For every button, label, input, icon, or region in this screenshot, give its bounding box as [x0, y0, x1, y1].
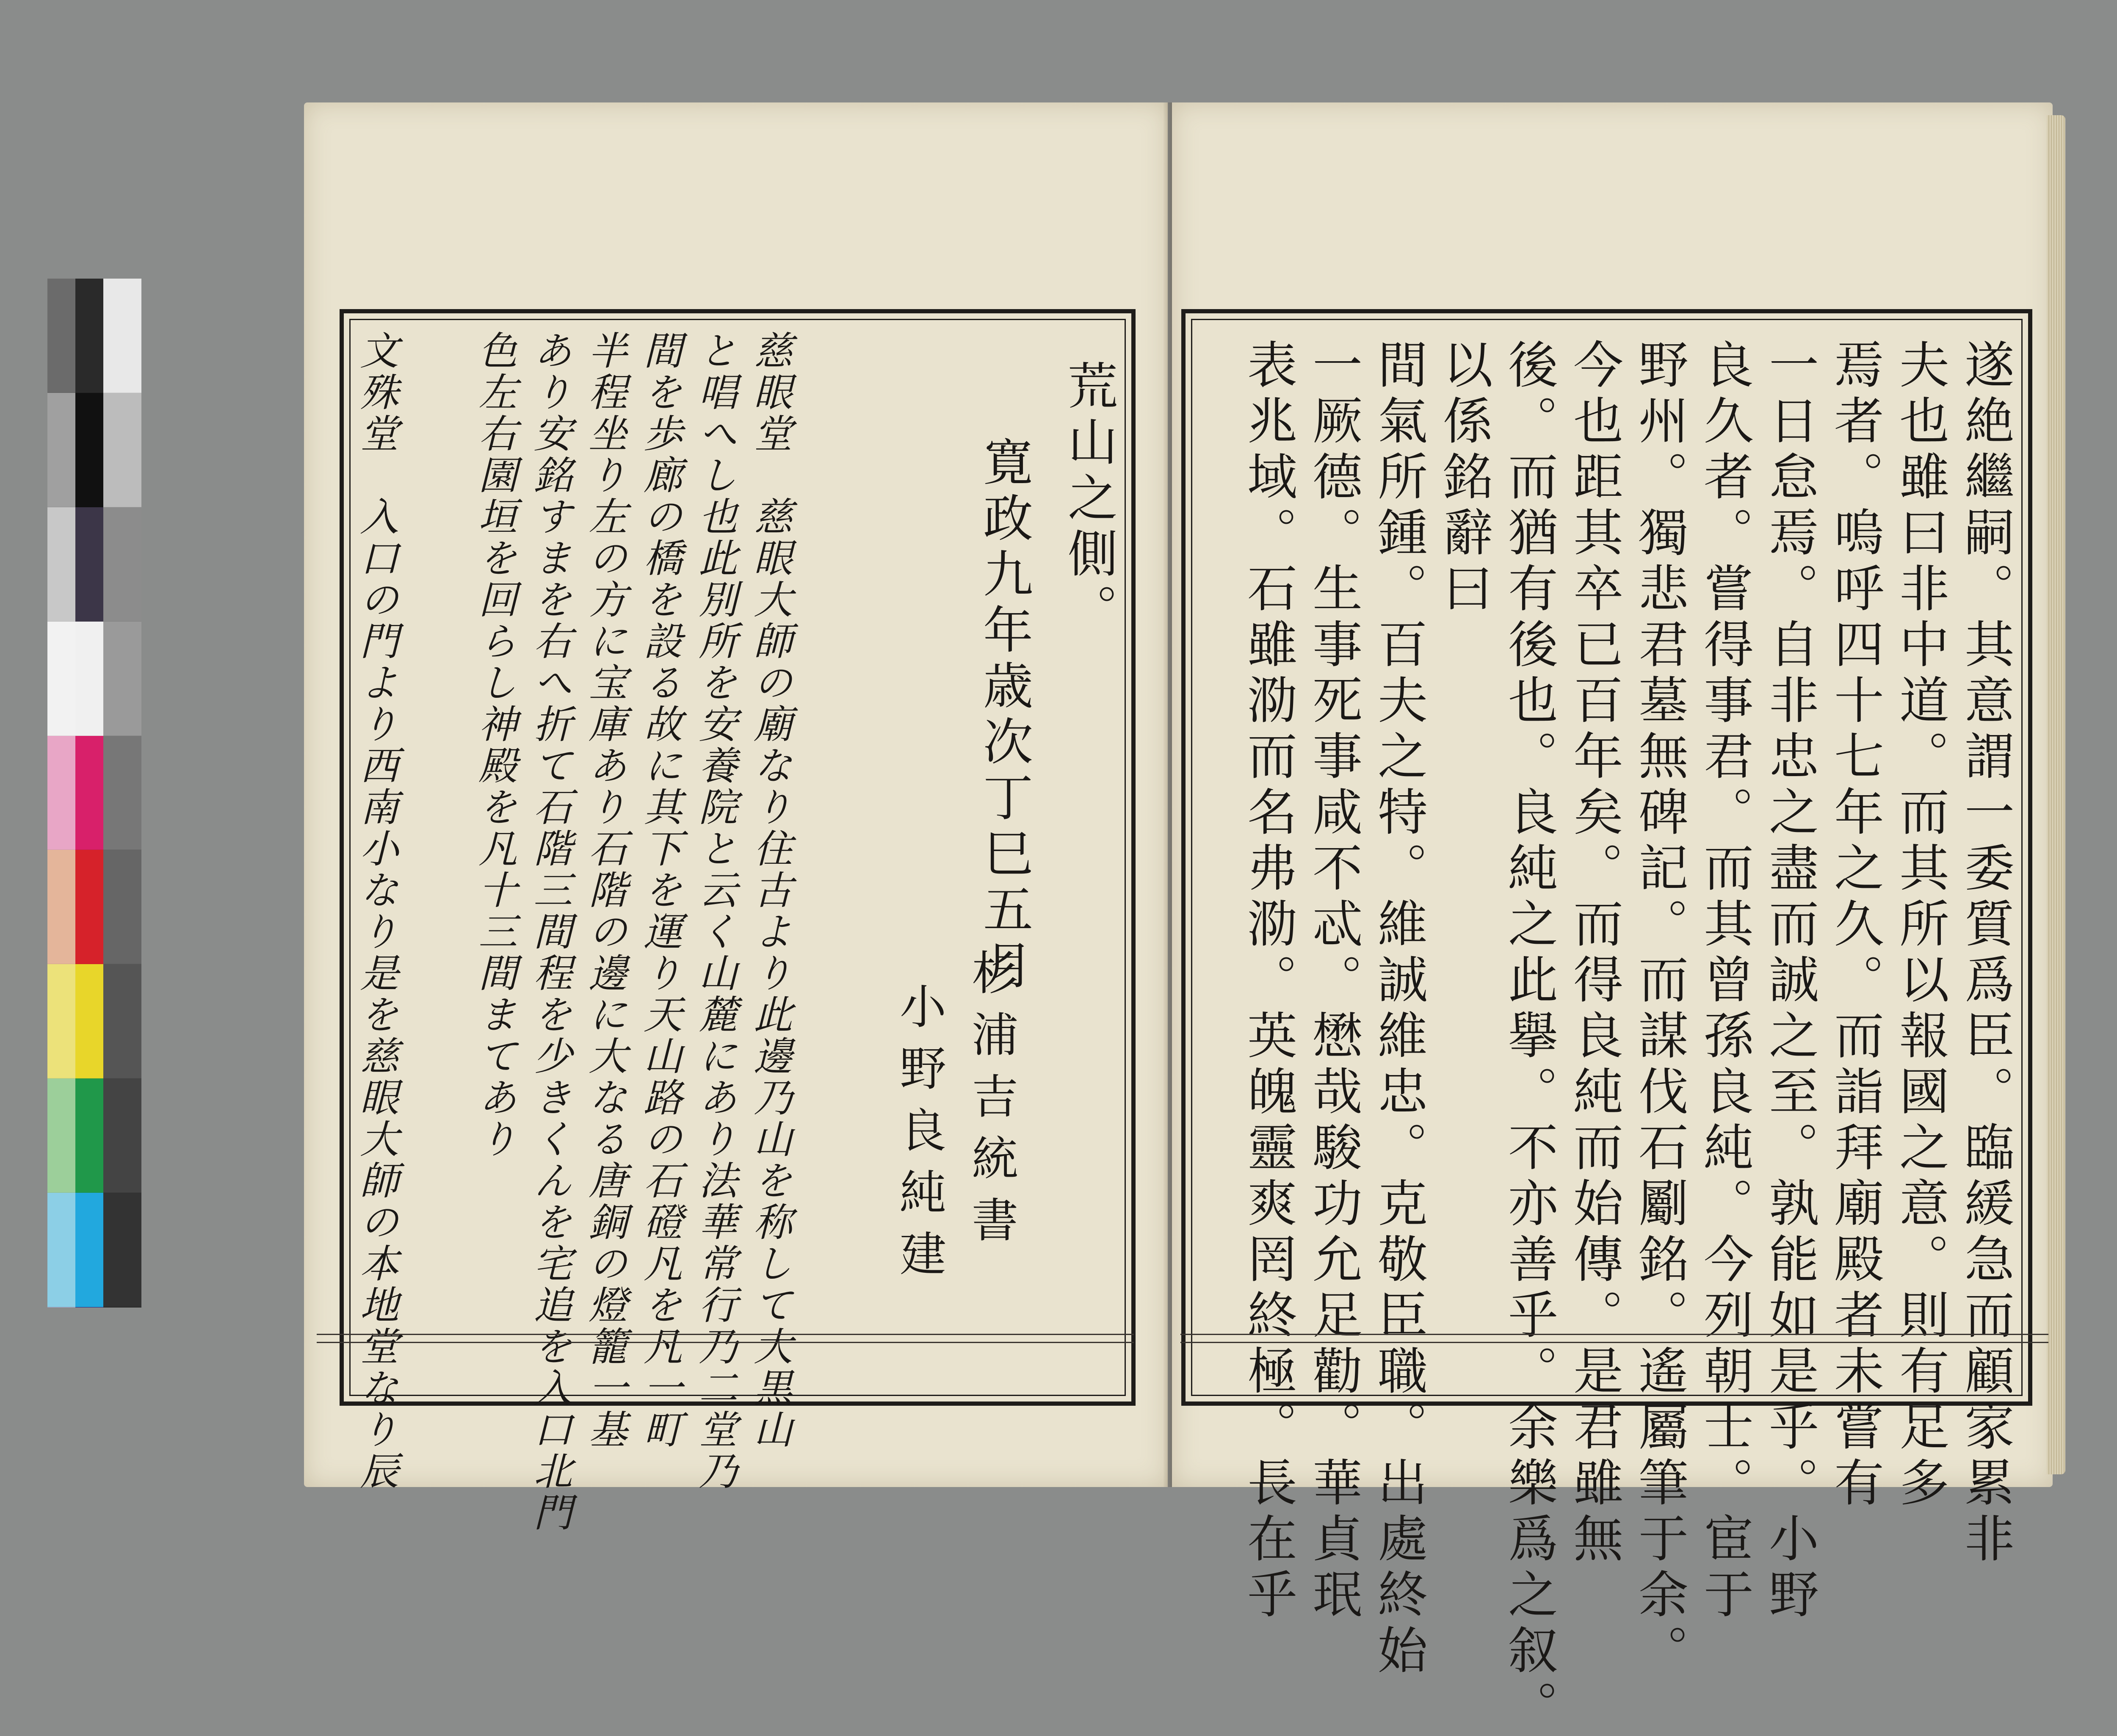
- color-checker-strip: [47, 279, 141, 1308]
- right-page-frame: [1181, 309, 2032, 1736]
- color-swatch: [103, 964, 141, 1078]
- cursive-column: と唱へし也此別所を安養院と云く山麓にあり法華常行乃二堂乃: [692, 330, 738, 1492]
- epitaph-column: 一厥德。生事死事咸不忒。懋哉駿功允足勸。華貞珉: [1304, 339, 1363, 1624]
- color-swatch: [75, 507, 103, 622]
- cursive-column: 慈眼堂 慈眼大師の廟なり住古より此邊乃山を称して大黒山: [747, 330, 793, 1451]
- cursive-column: 半程坐り左の方に宝庫あり石階の邊に大なる唐銅の燈籠一基: [582, 330, 627, 1451]
- epitaph-column: 間氣所鍾。百夫之特。維誠維忠。克敬臣職。出處終始: [1369, 339, 1428, 1680]
- calligrapher-signature: 杉浦吉統書: [964, 948, 1018, 1258]
- epitaph-column: 後。而猶有後也。良純之此擧。不亦善乎。余樂爲之叙。: [1500, 339, 1558, 1736]
- colophon-date: 寛政九年歳次丁巳五月: [975, 436, 1033, 995]
- epitaph-column: 遂絶繼嗣。其意謂一委質爲臣。臨緩急而顧家累非: [1956, 339, 2015, 1568]
- open-book: [304, 98, 2061, 1736]
- epitaph-column: 表兆域。石雖泐而名弗泐。英魄靈爽罔終極。長在乎: [1239, 339, 1297, 1624]
- erector-signature: 小野良純建: [892, 982, 946, 1291]
- epitaph-column: 今也距其卒已百年矣。而得良純而始傳。是君雖無: [1565, 339, 1623, 1568]
- left-page-foot-rule: [317, 1334, 1134, 1343]
- epitaph-column: 野州。獨悲君墓無碑記。而謀伐石劚銘。遙屬筆于余。: [1630, 339, 1689, 1680]
- color-swatch: [75, 736, 103, 850]
- color-swatch: [47, 622, 75, 736]
- color-swatch: [103, 1078, 141, 1193]
- color-swatch: [75, 964, 103, 1078]
- page-edges: [2047, 115, 2065, 1474]
- color-swatch: [75, 279, 103, 393]
- color-swatch: [47, 850, 75, 964]
- color-swatch: [47, 736, 75, 850]
- color-swatch: [103, 622, 141, 736]
- epitaph-column: 夫也雖曰非中道。而其所以報國之意。則有足多: [1891, 339, 1949, 1512]
- color-swatch: [103, 850, 141, 964]
- color-swatch: [47, 393, 75, 507]
- color-swatch: [75, 393, 103, 507]
- color-swatch: [103, 1193, 141, 1307]
- color-swatch: [75, 1193, 103, 1307]
- cursive-column: 間を歩廊の橋を設る故に其下を運り天山路の石磴凡を凡一町: [637, 330, 683, 1451]
- color-swatch: [47, 507, 75, 622]
- epitaph-column: 以係銘辭曰: [1434, 339, 1493, 618]
- color-swatch: [103, 279, 141, 393]
- left-page-frame: [340, 309, 1136, 1534]
- epitaph-column: 良久者。嘗得事君。而其曾孫良純。今列朝士。宦于: [1695, 339, 1754, 1624]
- color-swatch: [103, 736, 141, 850]
- color-swatch: [103, 1307, 141, 1308]
- color-swatch: [103, 507, 141, 622]
- cursive-column: あり安銘すまを右へ折て石階三間程を少きくんを宅追を入口北門: [527, 330, 572, 1534]
- cursive-column: 色左右園垣を回らし神殿を凡十三間まてあり: [472, 330, 517, 1160]
- color-swatch: [47, 1193, 75, 1307]
- left-page: [304, 102, 1168, 1534]
- right-page-foot-rule: [1180, 1334, 2048, 1343]
- colophon-line: 荒山之側。: [1059, 360, 1118, 639]
- color-swatch: [75, 850, 103, 964]
- color-swatch: [47, 1078, 75, 1193]
- cursive-column: 文殊堂 入口の門より西南小なり是を慈眼大師の本地堂なり辰: [354, 330, 399, 1492]
- color-swatch: [75, 1078, 103, 1193]
- color-swatch: [47, 279, 75, 393]
- color-swatch: [47, 1307, 75, 1308]
- color-swatch: [103, 393, 141, 507]
- color-swatch: [75, 622, 103, 736]
- color-swatch: [47, 964, 75, 1078]
- color-swatch: [75, 1307, 103, 1308]
- right-page: [1172, 102, 2053, 1736]
- epitaph-column: 焉者。嗚呼四十七年之久。而詣拜廟殿者未嘗有: [1826, 339, 1884, 1512]
- epitaph-column: 一日怠焉。自非忠之盡而誠之至。孰能如是乎。小野: [1760, 339, 1819, 1624]
